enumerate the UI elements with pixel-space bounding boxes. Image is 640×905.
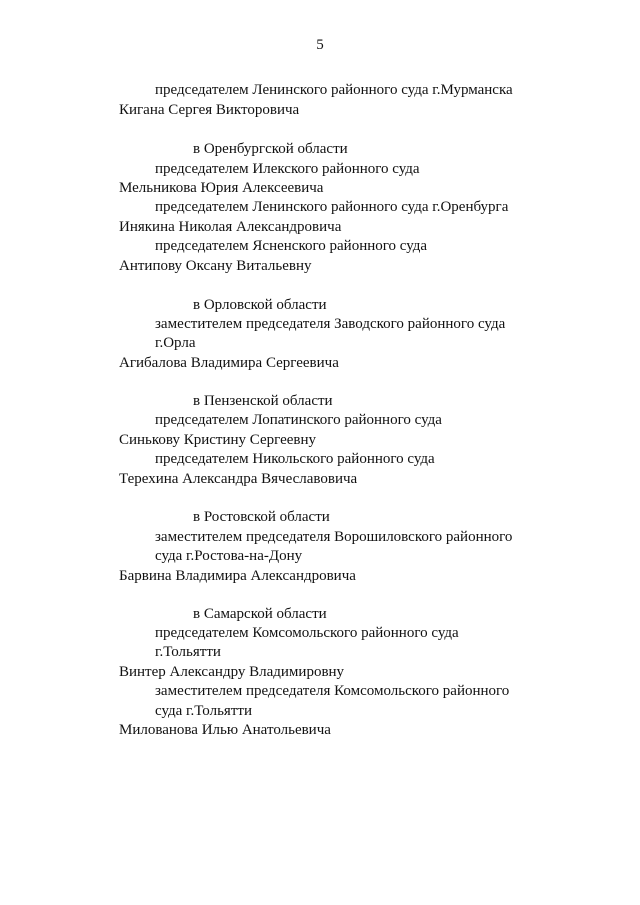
appointee-name: Милованова Илью Анатольевича xyxy=(119,722,331,738)
appointment-position: суда г.Ростова-на-Дону xyxy=(155,548,303,564)
region-heading: в Пензенской области xyxy=(193,393,333,409)
region-heading: в Орловской области xyxy=(193,297,327,313)
appointment-position: председателем Ленинского районного суда г.Оренбурга xyxy=(155,199,509,215)
appointment-position: председателем Илекского районного суда xyxy=(155,161,420,177)
appointment-position: г.Орла xyxy=(155,335,196,351)
appointment-position: председателем Комсомольского районного суда xyxy=(155,625,459,641)
appointment-position: заместителем председателя Заводского районного суда xyxy=(155,316,506,332)
appointee-name: Инякина Николая Александровича xyxy=(119,219,342,235)
appointee-name: Барвина Владимира Александровича xyxy=(119,568,356,584)
appointee-name: Винтер Александру Владимировну xyxy=(119,664,345,680)
region-heading: в Ростовской области xyxy=(193,509,330,525)
region-heading: в Оренбургской области xyxy=(193,141,348,157)
appointee-name: Антипову Оксану Витальевну xyxy=(119,258,312,274)
appointment-position: председателем Никольского районного суда xyxy=(155,451,435,467)
appointment-position: заместителем председателя Ворошиловского районного xyxy=(155,529,513,545)
appointment-position: председателем Лопатинского районного суда xyxy=(155,412,442,428)
appointee-name: Агибалова Владимира Сергеевича xyxy=(119,355,339,371)
region-heading: в Самарской области xyxy=(193,606,327,622)
appointment-position: суда г.Тольятти xyxy=(155,703,252,719)
appointment-position: председателем Ясненского районного суда xyxy=(155,238,428,254)
appointment-position: г.Тольятти xyxy=(155,644,221,660)
appointment-position: заместителем председателя Комсомольского районного xyxy=(155,683,510,699)
appointee-name: Мельникова Юрия Алексеевича xyxy=(119,180,324,196)
appointee-name: Синькову Кристину Сергеевну xyxy=(119,432,317,448)
appointee-name: Кигана Сергея Викторовича xyxy=(119,102,300,118)
page-number: 5 xyxy=(316,37,324,53)
appointment-position: председателем Ленинского районного суда г.Мурманска xyxy=(155,82,513,98)
appointee-name: Терехина Александра Вячеславовича xyxy=(119,471,358,487)
